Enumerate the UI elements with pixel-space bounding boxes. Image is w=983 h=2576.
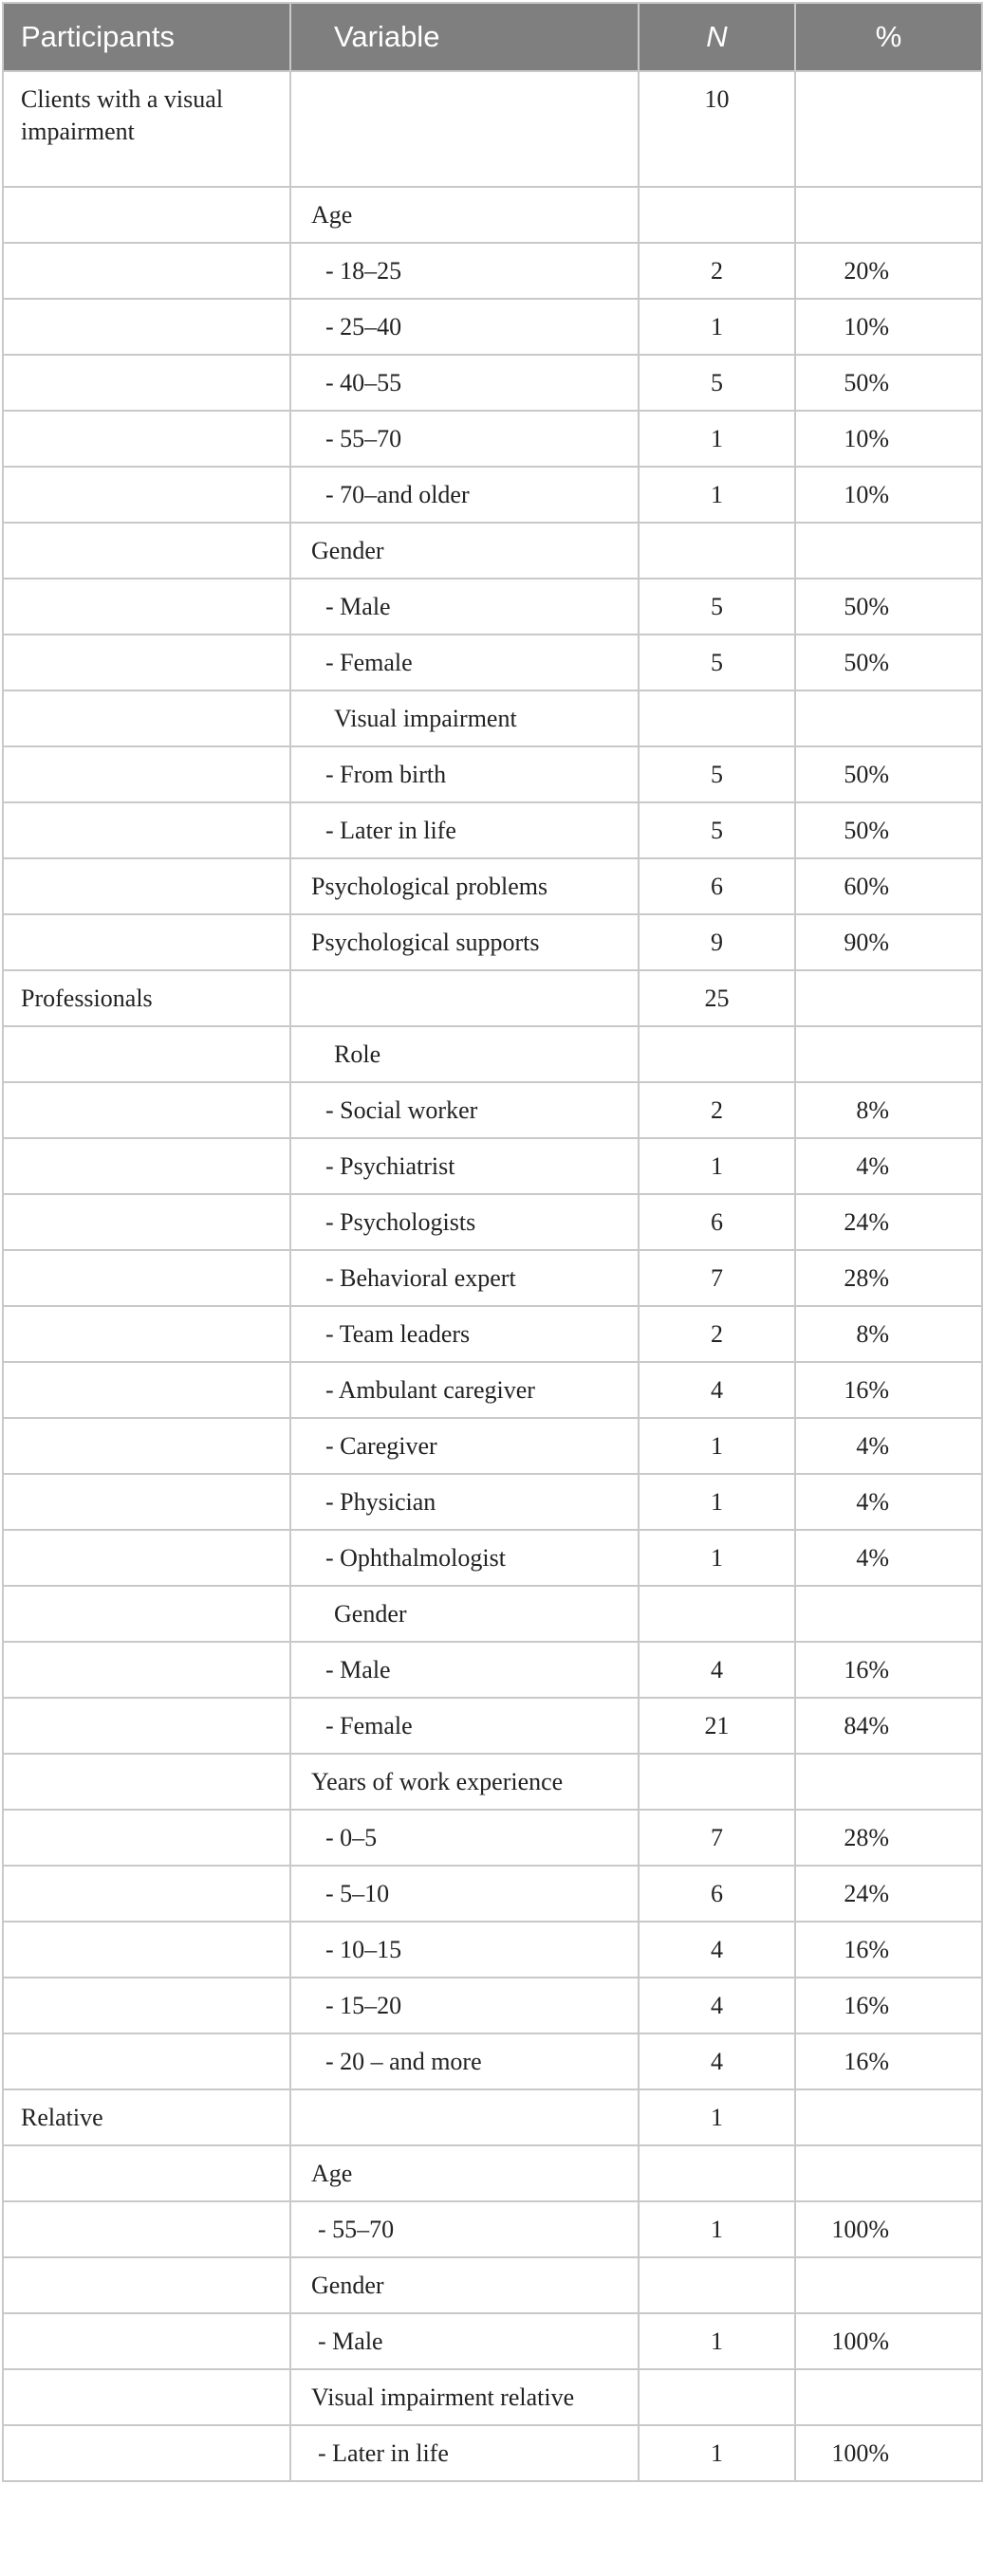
percent-cell: 28% [795,1810,982,1866]
percent-cell: 100% [795,2201,982,2257]
table-row [3,1754,982,1810]
percent-cell: 8% [795,1082,982,1138]
table-row [3,1306,982,1362]
header-participants: Participants [3,3,290,71]
variable-cell: - 0–5 [290,1810,639,1866]
variable-cell: - 5–10 [290,1866,639,1922]
percent-cell [795,970,982,1026]
participant-cell [3,1250,290,1306]
participant-cell [3,579,290,635]
table-row [3,1474,982,1530]
participant-cell: Clients with a visual impairment [3,71,290,187]
variable-cell: Visual impairment [290,690,639,746]
participant-cell [3,1138,290,1194]
table-row [3,858,982,914]
table-row [3,1698,982,1754]
variable-cell: - Ophthalmologist [290,1530,639,1586]
participant-cell [3,1642,290,1698]
percent-cell: 10% [795,467,982,523]
percent-cell: 16% [795,1978,982,2033]
variable-cell: Role [290,1026,639,1082]
n-cell: 1 [639,2313,795,2369]
percent-cell: 28% [795,1250,982,1306]
n-cell: 2 [639,1082,795,1138]
participant-cell [3,2201,290,2257]
participant-cell [3,2313,290,2369]
table-row [3,1922,982,1978]
participant-cell: Relative [3,2089,290,2145]
participant-cell [3,299,290,355]
percent-cell: 50% [795,746,982,802]
participant-cell [3,2369,290,2425]
percent-cell: 4% [795,1530,982,1586]
table-row [3,1250,982,1306]
header-variable: Variable [290,3,639,71]
table-row [3,1978,982,2033]
n-cell: 1 [639,467,795,523]
n-cell: 9 [639,914,795,970]
n-cell: 4 [639,1642,795,1698]
table-header [3,3,982,71]
table-row [3,746,982,802]
participant-cell [3,1922,290,1978]
variable-cell: - Team leaders [290,1306,639,1362]
percent-cell: 100% [795,2425,982,2481]
participant-cell [3,690,290,746]
table-row [3,2313,982,2369]
variable-cell [290,2089,639,2145]
percent-cell [795,1026,982,1082]
table-row [3,2425,982,2481]
percent-cell [795,187,982,243]
n-cell [639,2369,795,2425]
variable-cell: Gender [290,1586,639,1642]
table-row [3,187,982,243]
n-cell: 2 [639,243,795,299]
percent-cell: 20% [795,243,982,299]
variable-cell: - 20 – and more [290,2033,639,2089]
table-row [3,1082,982,1138]
participant-cell: Professionals [3,970,290,1026]
participants-table [2,2,983,2482]
n-cell: 1 [639,2425,795,2481]
header-n: N [639,3,795,71]
table-row [3,2033,982,2089]
header-percent: % [795,3,982,71]
participant-cell [3,1586,290,1642]
variable-cell: Years of work experience [290,1754,639,1810]
percent-cell: 24% [795,1866,982,1922]
n-cell: 7 [639,1810,795,1866]
n-cell: 6 [639,1194,795,1250]
percent-cell: 4% [795,1138,982,1194]
participant-cell [3,1026,290,1082]
table-row [3,1194,982,1250]
variable-cell: Psychological problems [290,858,639,914]
variable-cell: - Psychiatrist [290,1138,639,1194]
participant-cell [3,914,290,970]
variable-cell: Age [290,2145,639,2201]
table-row [3,467,982,523]
variable-cell: - Female [290,635,639,690]
percent-cell: 16% [795,1642,982,1698]
table-row [3,579,982,635]
percent-cell: 84% [795,1698,982,1754]
n-cell [639,1586,795,1642]
n-cell: 6 [639,858,795,914]
table-row [3,2089,982,2145]
participant-cell [3,746,290,802]
table-row [3,802,982,858]
variable-cell: - 15–20 [290,1978,639,2033]
table-row [3,1026,982,1082]
n-cell: 5 [639,802,795,858]
n-cell: 7 [639,1250,795,1306]
n-cell: 1 [639,2201,795,2257]
table-row [3,2257,982,2313]
n-cell: 25 [639,970,795,1026]
variable-cell: Gender [290,523,639,579]
variable-cell: - 55–70 [290,411,639,467]
n-cell: 4 [639,1978,795,2033]
table-row [3,1362,982,1418]
n-cell: 1 [639,2089,795,2145]
n-cell: 6 [639,1866,795,1922]
variable-cell: Psychological supports [290,914,639,970]
n-cell: 2 [639,1306,795,1362]
participant-cell [3,802,290,858]
n-cell [639,1754,795,1810]
variable-cell: - Male [290,1642,639,1698]
participant-cell [3,2033,290,2089]
variable-cell: - 70–and older [290,467,639,523]
participant-cell [3,1810,290,1866]
table-body [3,71,982,2481]
variable-cell: - Physician [290,1474,639,1530]
percent-cell: 16% [795,1922,982,1978]
n-cell: 5 [639,355,795,411]
n-cell [639,2257,795,2313]
percent-cell: 10% [795,299,982,355]
n-cell [639,1026,795,1082]
participant-cell [3,467,290,523]
table-row [3,243,982,299]
variable-cell: - 55–70 [290,2201,639,2257]
variable-cell: - Male [290,2313,639,2369]
participant-cell [3,2257,290,2313]
percent-cell: 10% [795,411,982,467]
percent-cell [795,2257,982,2313]
participant-cell [3,1530,290,1586]
n-cell: 1 [639,1418,795,1474]
table-row [3,1586,982,1642]
n-cell [639,187,795,243]
n-cell: 4 [639,1362,795,1418]
variable-cell: - 25–40 [290,299,639,355]
n-cell [639,523,795,579]
participant-cell [3,635,290,690]
variable-cell: - 18–25 [290,243,639,299]
participant-cell [3,1418,290,1474]
participant-cell [3,1698,290,1754]
variable-cell: - Behavioral expert [290,1250,639,1306]
table-row [3,2201,982,2257]
percent-cell: 90% [795,914,982,970]
table-row [3,2369,982,2425]
participant-cell [3,1306,290,1362]
participant-cell [3,411,290,467]
variable-cell: Age [290,187,639,243]
variable-cell: - Female [290,1698,639,1754]
percent-cell [795,2145,982,2201]
table-row [3,970,982,1026]
participant-cell [3,1362,290,1418]
n-cell: 1 [639,1530,795,1586]
participant-cell [3,243,290,299]
percent-cell [795,2089,982,2145]
table-row [3,411,982,467]
n-cell: 1 [639,299,795,355]
participant-cell [3,355,290,411]
table-row [3,1642,982,1698]
table-row [3,355,982,411]
variable-cell: - From birth [290,746,639,802]
n-cell: 1 [639,411,795,467]
table-row [3,1810,982,1866]
n-cell: 1 [639,1474,795,1530]
table-row [3,914,982,970]
table-row [3,1530,982,1586]
n-cell: 5 [639,635,795,690]
table-row [3,1418,982,1474]
percent-cell: 100% [795,2313,982,2369]
percent-cell [795,1586,982,1642]
percent-cell [795,2369,982,2425]
percent-cell: 60% [795,858,982,914]
variable-cell: Gender [290,2257,639,2313]
percent-cell: 4% [795,1474,982,1530]
percent-cell: 4% [795,1418,982,1474]
variable-cell: - 10–15 [290,1922,639,1978]
table-row [3,1138,982,1194]
table-row [3,2145,982,2201]
table-row [3,690,982,746]
variable-cell: - Later in life [290,802,639,858]
n-cell: 21 [639,1698,795,1754]
n-cell: 4 [639,1922,795,1978]
participant-cell [3,1474,290,1530]
n-cell: 4 [639,2033,795,2089]
variable-cell: Visual impairment relative [290,2369,639,2425]
percent-cell: 16% [795,2033,982,2089]
participant-cell [3,2425,290,2481]
n-cell: 1 [639,1138,795,1194]
variable-cell [290,71,639,187]
n-cell: 10 [639,71,795,187]
percent-cell [795,523,982,579]
participant-cell [3,1194,290,1250]
participant-cell [3,858,290,914]
table-row [3,523,982,579]
variable-cell: - Male [290,579,639,635]
percent-cell [795,690,982,746]
variable-cell: - Social worker [290,1082,639,1138]
participant-cell [3,1978,290,2033]
percent-cell: 50% [795,802,982,858]
percent-cell: 50% [795,355,982,411]
variable-cell: - Ambulant caregiver [290,1362,639,1418]
n-cell [639,2145,795,2201]
participant-cell [3,1082,290,1138]
variable-cell: - Psychologists [290,1194,639,1250]
percent-cell: 8% [795,1306,982,1362]
participant-cell [3,1754,290,1810]
table-row [3,71,982,187]
n-cell [639,690,795,746]
participant-cell [3,1866,290,1922]
percent-cell [795,71,982,187]
variable-cell: - 40–55 [290,355,639,411]
table-row [3,635,982,690]
participant-cell [3,523,290,579]
n-cell: 5 [639,746,795,802]
table-row [3,299,982,355]
variable-cell: - Caregiver [290,1418,639,1474]
percent-cell: 24% [795,1194,982,1250]
variable-cell [290,970,639,1026]
n-cell: 5 [639,579,795,635]
variable-cell: - Later in life [290,2425,639,2481]
percent-cell: 50% [795,635,982,690]
percent-cell [795,1754,982,1810]
percent-cell: 16% [795,1362,982,1418]
percent-cell: 50% [795,579,982,635]
table-row [3,1866,982,1922]
header-row [3,3,982,71]
participant-cell [3,187,290,243]
participant-cell [3,2145,290,2201]
